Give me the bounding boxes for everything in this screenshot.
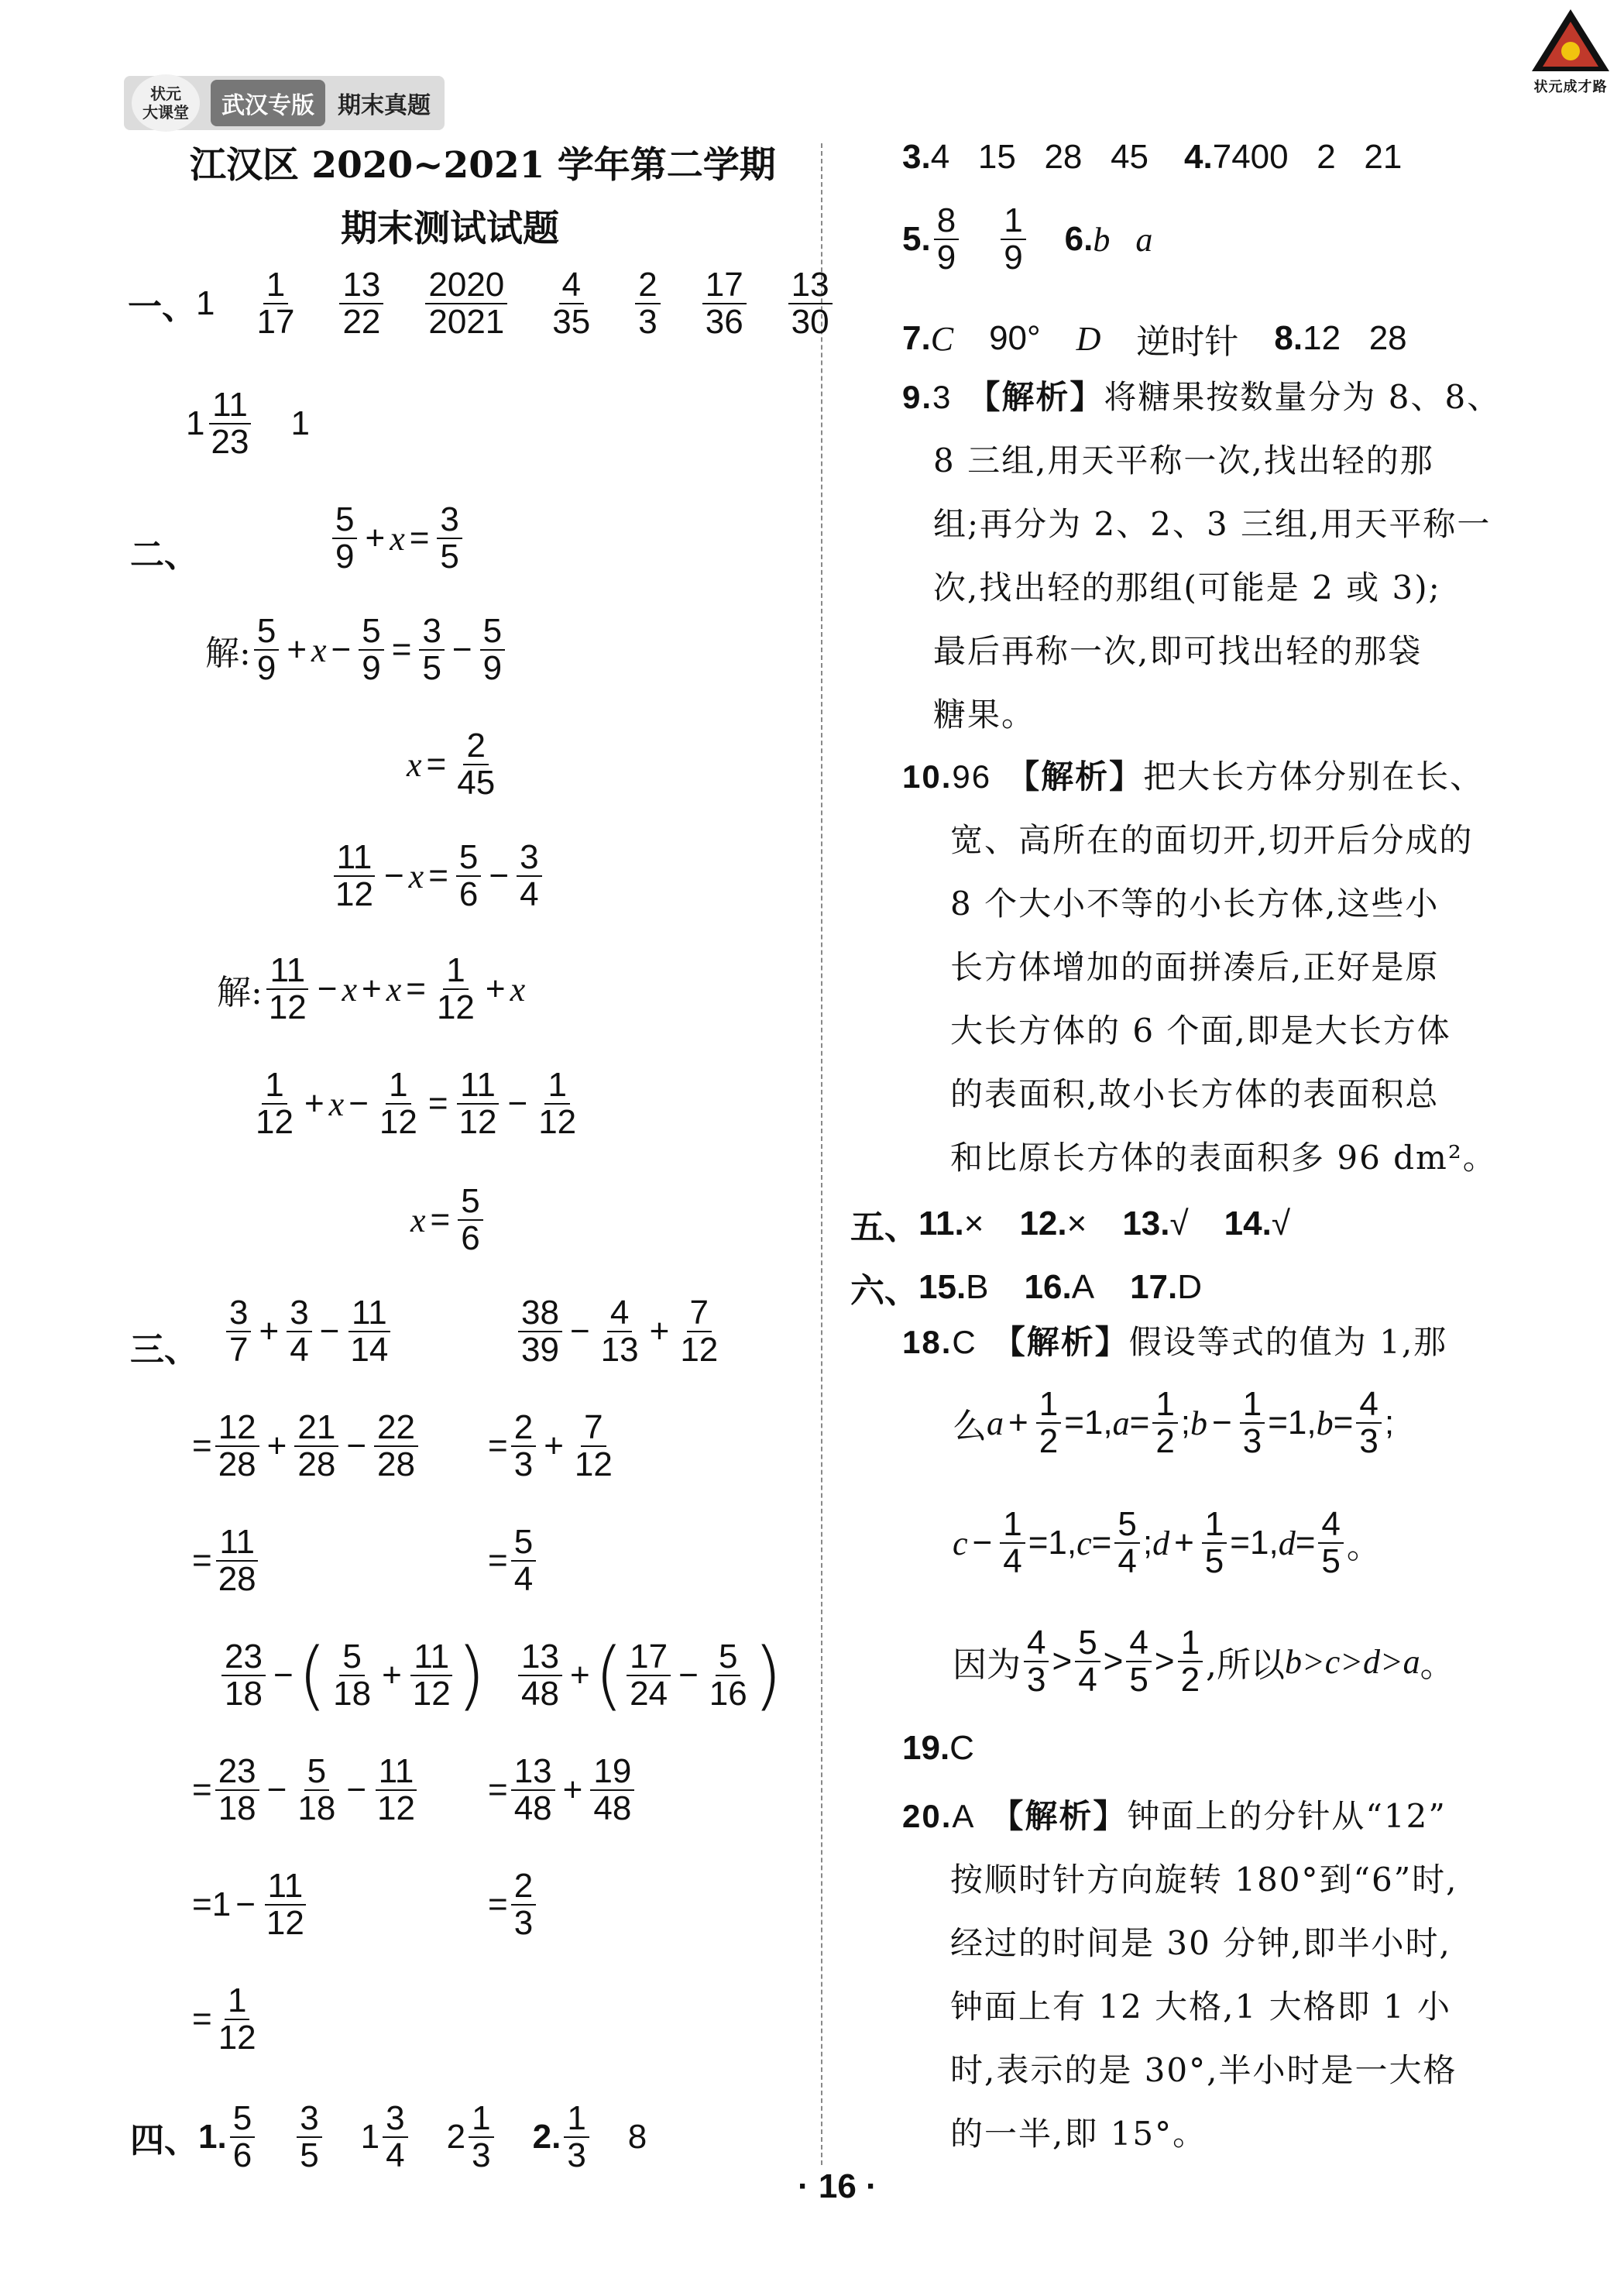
brand-triangle-icon: [1530, 8, 1611, 73]
logo-text: 大课堂: [142, 103, 189, 122]
answer-3-4: 3. 4 15 28 45 4. 7400 2 21: [902, 138, 1403, 176]
fraction: 2 3: [635, 267, 660, 340]
section-tag: 期末真题: [338, 92, 431, 119]
calc-left-row-5: = $\frac{23}{18}$ − $\frac{5}{18}$ − $\frac{11}{12}$: [192, 1754, 421, 1827]
calc-left-row-6: = 1 − $\frac{11}{12}$: [192, 1868, 311, 1941]
exam-title: 江汉区 2020~2021 学年第二学期: [190, 144, 776, 187]
calc-right-row-5: = $\frac{13}{48}$ + $\frac{19}{48}$: [488, 1754, 637, 1827]
fraction: 4 35: [552, 266, 591, 341]
brand-text: 状元成才路: [1533, 79, 1608, 95]
section-5-row: 五、 11. × 12. × 13. √ 14. √: [850, 1205, 1290, 1247]
answer-20: 20.A 【解析】钟面上的分针从“12” 按顺时针方向旋转 180°到“6”时, 经过的时间是 30 分钟,即半小时, 钟面上有 12 大格,1 大格即 1 小 时,表示的是 30°,半小时是一大格 的一半,即 15°。: [902, 1797, 1458, 2153]
section-1-row-1: [128, 267, 836, 340]
section-label: 三、: [130, 1330, 198, 1370]
exam-subtitle: 期末测试试题: [341, 208, 559, 250]
answer-7-8: 7. C 90° D 逆时针 8. 12 28: [902, 319, 1407, 362]
edition-badge: 武汉专版: [211, 80, 325, 126]
fraction: 11 23: [208, 387, 252, 460]
fraction: 2020 2021: [425, 267, 507, 340]
section-6-row: 六、 15. B 16. A 17. D: [850, 1268, 1203, 1311]
answer-9: 9.3 【解析】将糖果按数量分为 8、8、 8 三组,用天平称一次,找出轻的那 组;再分为 2、2、3 三组,用天平称一 次,找出轻的那组(可能是 2 或 3); 最后再称一次,即可找出轻的那袋 糖果。: [902, 378, 1502, 734]
answer-18-head: 18.C 【解析】假设等式的值为 1,那: [902, 1323, 1448, 1361]
answer-19: 19. C: [902, 1729, 974, 1767]
calc-left-row-7: = $\frac{1}{12}$: [192, 1981, 256, 2057]
section-1-row-2: 1 11 23 1: [186, 386, 310, 461]
section-4-row: 四、 1. 5 6 3 5 1 3 4 2 1 3 2. 1 3 8: [130, 2099, 647, 2174]
calc-right-row-2: = $\frac{2}{3}$ + $\frac{7}{12}$: [488, 1408, 613, 1483]
answer-10: 10.96 【解析】把大长方体分别在长、 宽、高所在的面切开,切开后分成的 8 个大小不等的小长方体,这些小 长方体增加的面拼凑后,正好是原 大长方体的 6 个面,即是大长方体 的表面积,故小长方体的表面积总 和比原长方体的表面积多 96 dm²。: [902, 758, 1497, 1177]
solution-result: x = $\frac{2}{45}$: [407, 727, 496, 802]
equation-1: 5 9 + x = $\frac{3}{5}$: [329, 502, 465, 575]
calc-right-row-3: = $\frac{5}{4}$: [488, 1524, 539, 1597]
logo-text: 状元: [150, 84, 181, 103]
answer-18-line-2: 么 a + $\frac{1}{2}$ = 1 , a = $\frac{1}{2}$ ; b − $\frac{1}{3}$ = 1 , b = $\frac{4}{3}$ ;: [953, 1385, 1395, 1460]
series-header: [124, 76, 445, 130]
calc-right-row-4: 13 48 + ( 17 24 − $\frac{5}{16}$ ): [515, 1639, 782, 1712]
page-number: · 16 ·: [798, 2167, 877, 2205]
fraction: 13 22: [339, 267, 383, 340]
answer-5-6: 5. 8 9 1 9 6. b a: [902, 201, 1153, 277]
solution-step: 解: 11 12 − x + x = $\frac{1}{12}$ + x: [217, 951, 526, 1026]
solution-result: x = $\frac{5}{6}$: [410, 1184, 486, 1256]
answer-value: 1: [196, 284, 215, 322]
equation-2: 11 12 − x = $\frac{5}{6}$ − $\frac{3}{4}$: [329, 840, 545, 912]
solution-step: 1 12 + x − $\frac{1}{12}$ = $\frac{11}{12}$ − $\frac{1}{12}$: [256, 1066, 577, 1141]
answer-18-line-3: c − $\frac{1}{4}$ = 1 , c = $\frac{5}{4}$ ; d + $\frac{1}{5}$ = 1 , d = $\frac{4}{5}$ 。: [953, 1505, 1381, 1580]
answer-18-line-4: 因为 4 3 > 5 4 > 4 5 > 1 2 ,所以 b>c>d>a 。: [953, 1624, 1454, 1699]
section-label: 一、: [128, 287, 196, 327]
fraction: 13 30: [788, 267, 833, 340]
fraction: 1 17: [256, 266, 295, 341]
brand-logo: [1524, 8, 1617, 101]
series-logo: [132, 74, 200, 132]
calc-left-row-3: = $\frac{11}{28}$: [192, 1524, 263, 1597]
calc-right-row-1: 38 39 − $\frac{4}{13}$ + $\frac{7}{12}$: [515, 1295, 724, 1368]
solution-step: 解: 5 9 + x − $\frac{5}{9}$ = $\frac{3}{5}$ − $\frac{5}{9}$: [205, 613, 508, 686]
calc-left-row-4: 23 18 − ( 5 18 + $\frac{11}{12}$ ): [218, 1639, 486, 1712]
fraction: 17 36: [702, 267, 747, 340]
calc-right-row-6: = $\frac{2}{3}$: [488, 1868, 539, 1941]
column-divider: [821, 143, 822, 2165]
section-label: 二、: [130, 535, 198, 575]
calc-left-row-2: = $\frac{12}{28}$ + $\frac{21}{28}$ − $\frac{22}{28}$: [192, 1410, 421, 1483]
calc-left-row-1: 3 7 + $\frac{3}{4}$ − $\frac{11}{14}$: [223, 1295, 394, 1368]
